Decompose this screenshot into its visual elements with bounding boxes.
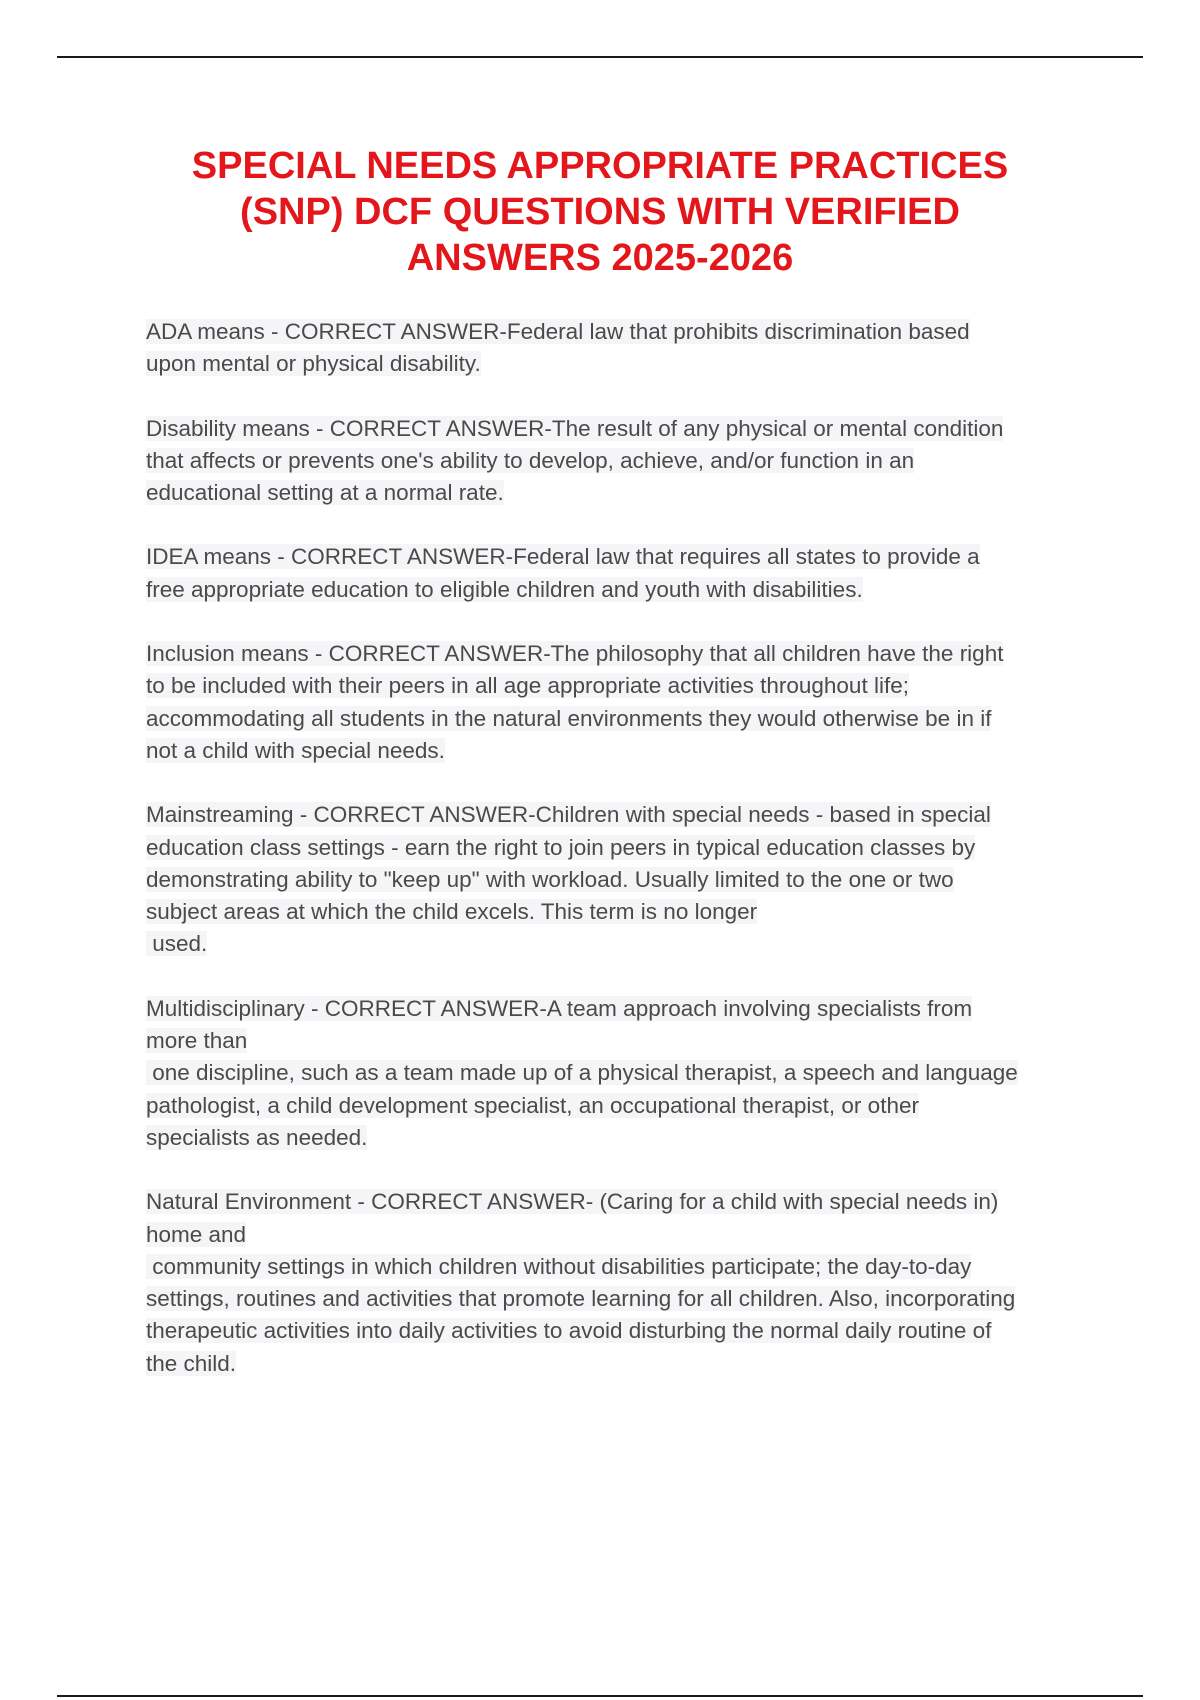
qa-entry-line (146, 928, 1096, 960)
qa-entry-text: Inclusion means - CORRECT ANSWER-The philosophy that all children have the right (146, 641, 1004, 667)
qa-entry (146, 1186, 1096, 1380)
qa-entry-text: IDEA means - CORRECT ANSWER-Federal law that requires all states to provide a (146, 544, 980, 570)
title-line-3: ANSWERS 2025-2026 (406, 237, 794, 279)
qa-entry-line (146, 993, 1096, 1025)
qa-entry-line (146, 1186, 1096, 1218)
qa-entry-line (146, 1315, 1096, 1347)
qa-entry-text: not a child with special needs. (146, 737, 445, 763)
qa-entry-line (146, 445, 1096, 477)
qa-entry-text: education class settings - earn the right to join peers in typical education classes by (146, 834, 976, 860)
title-line-1: SPECIAL NEEDS APPROPRIATE PRACTICES (191, 145, 1009, 187)
top-rule (57, 56, 1143, 58)
qa-entry-line (146, 1219, 1096, 1251)
qa-entry (146, 541, 1096, 606)
qa-entry-text: the child. (146, 1350, 237, 1376)
qa-entry-text: ADA means - CORRECT ANSWER-Federal law that prohibits discrimination based (146, 319, 970, 344)
qa-entry (146, 799, 1096, 960)
qa-entry-text: specialists as needed. (146, 1124, 368, 1150)
qa-entry-text: pathologist, a child development specialist, an occupational therapist, or other (146, 1092, 919, 1118)
qa-entry-text: community settings in which children without disabilities participate; the day-to-day (146, 1253, 972, 1279)
qa-entry-text: accommodating all students in the natural environments they would otherwise be in if (146, 705, 992, 731)
qa-entry-text: free appropriate education to eligible children and youth with disabilities. (146, 576, 863, 602)
qa-entry-text: educational setting at a normal rate. (146, 480, 504, 506)
qa-entry-text: Natural Environment - CORRECT ANSWER- (Caring for a child with special needs in) (146, 1189, 999, 1215)
qa-entry-text: Disability means - CORRECT ANSWER-The result of any physical or mental condition (146, 415, 1004, 441)
qa-entry-line (146, 638, 1096, 670)
qa-entry-line (146, 1348, 1096, 1380)
qa-entry-text: home and (146, 1221, 247, 1247)
qa-entry-text: one discipline, such as a team made up of a physical therapist, a speech and language (146, 1060, 1018, 1086)
title-line-2: (SNP) DCF QUESTIONS WITH VERIFIED (240, 191, 960, 233)
qa-entry (146, 413, 1096, 510)
qa-entry-text: subject areas at which the child excels. This term is no longer (146, 899, 758, 925)
qa-entry-text: more than (146, 1028, 248, 1054)
qa-entry-text: to be included with their peers in all age appropriate activities throughout life; (146, 673, 909, 699)
qa-entry-line (146, 896, 1096, 928)
qa-entry-line (146, 413, 1096, 445)
qa-entry-line (146, 735, 1096, 767)
qa-entry-text: Multidisciplinary - CORRECT ANSWER-A team approach involving specialists from (146, 995, 973, 1021)
qa-entry-text: demonstrating ability to "keep up" with workload. Usually limited to the one or two (146, 866, 954, 892)
qa-entry-text: that affects or prevents one's ability to develop, achieve, and/or function in an (146, 447, 915, 473)
qa-entry-line (146, 670, 1096, 702)
qa-entry-line (146, 1251, 1096, 1283)
qa-entry-line (146, 477, 1096, 509)
qa-entry (146, 316, 1096, 381)
qa-entry-line (146, 1057, 1096, 1089)
qa-entry-line (146, 348, 1096, 380)
qa-entry-list (146, 316, 1096, 1412)
qa-entry-line (146, 799, 1096, 831)
qa-entry-line (146, 1025, 1096, 1057)
qa-entry-text: upon mental or physical disability. (146, 351, 481, 377)
qa-entry (146, 993, 1096, 1154)
qa-entry-text: Mainstreaming - CORRECT ANSWER-Children with special needs - based in special (146, 802, 991, 828)
qa-entry-text: used. (146, 931, 208, 957)
qa-entry-line (146, 832, 1096, 864)
qa-entry-line (146, 574, 1096, 606)
bottom-rule (57, 1695, 1143, 1697)
qa-entry (146, 638, 1096, 767)
qa-entry-line (146, 1283, 1096, 1315)
qa-entry-line (146, 1122, 1096, 1154)
qa-entry-line (146, 541, 1096, 573)
qa-entry-line (146, 864, 1096, 896)
qa-entry-line (146, 703, 1096, 735)
qa-entry-line (146, 316, 1096, 348)
qa-entry-text: therapeutic activities into daily activities to avoid disturbing the normal daily routine of (146, 1318, 992, 1344)
qa-entry-line (146, 1090, 1096, 1122)
qa-entry-text: settings, routines and activities that promote learning for all children. Also, incorporating (146, 1286, 1016, 1312)
document-title (100, 143, 1100, 281)
